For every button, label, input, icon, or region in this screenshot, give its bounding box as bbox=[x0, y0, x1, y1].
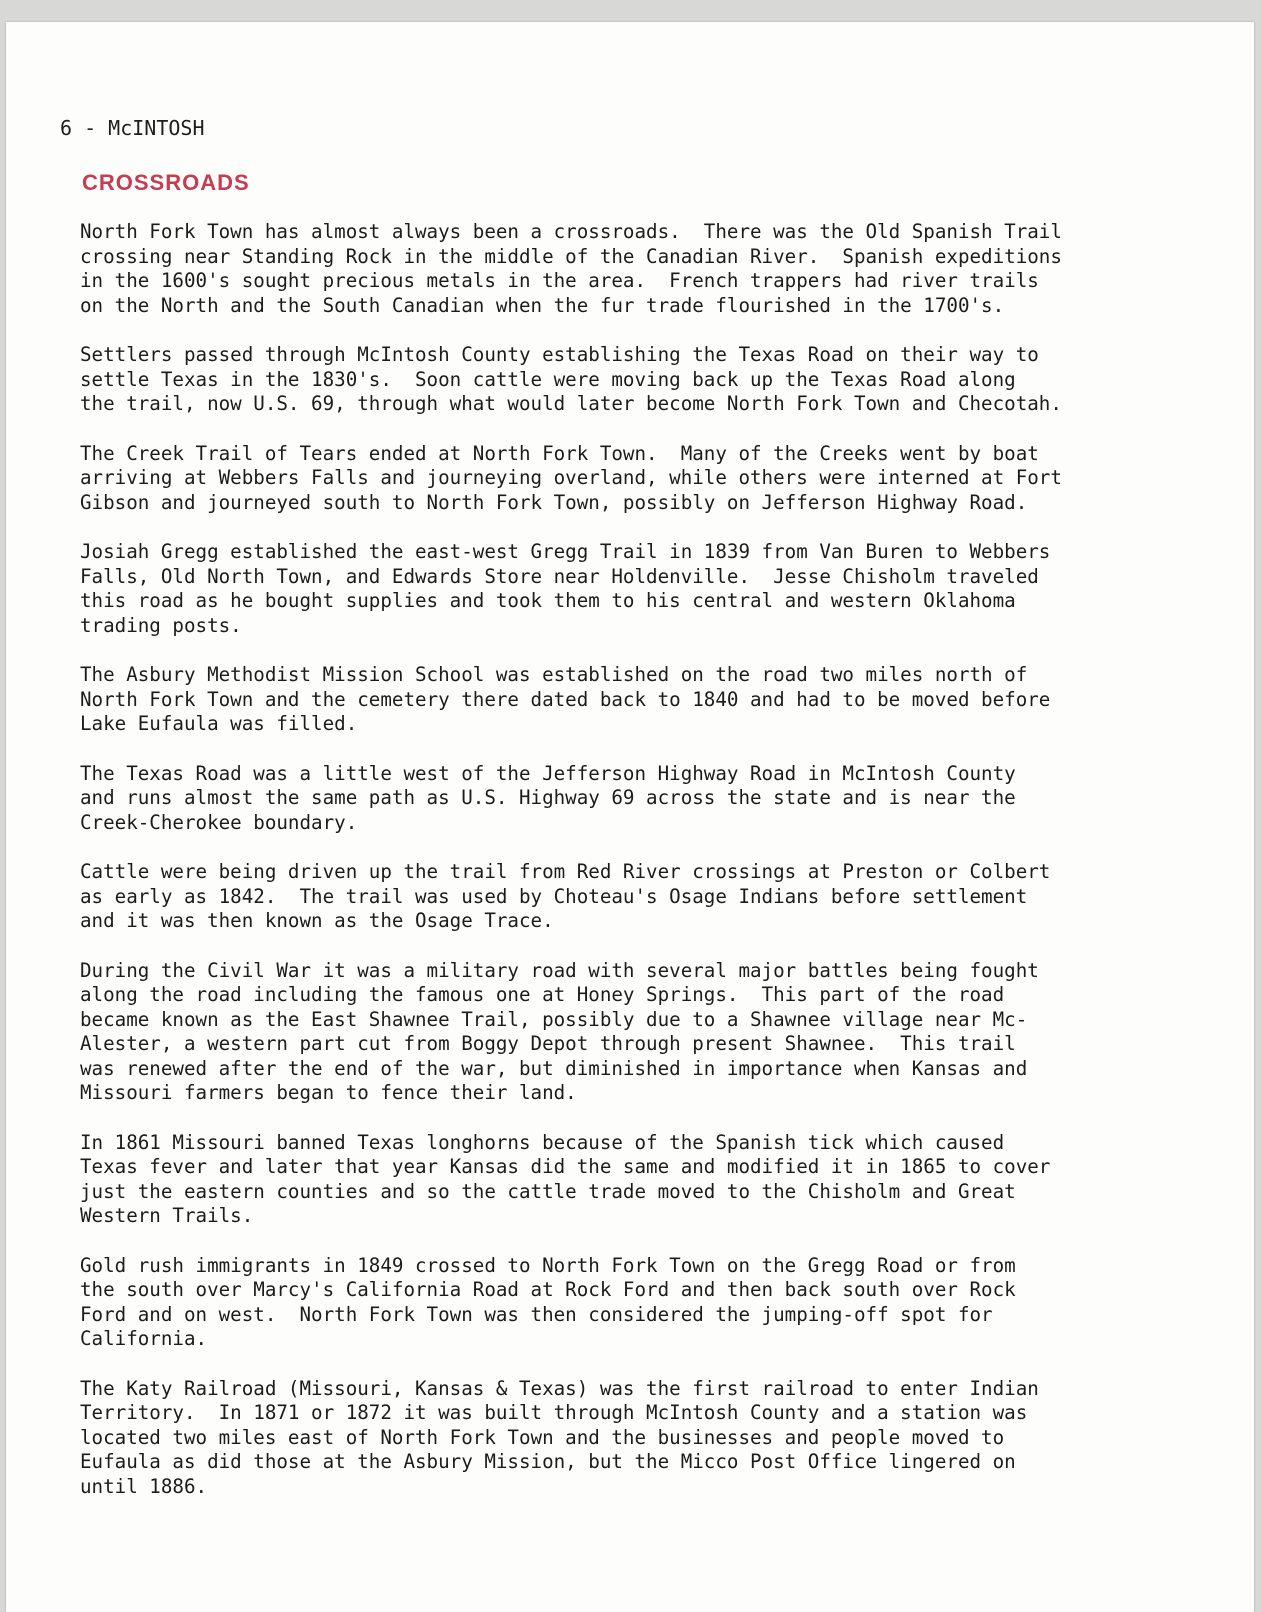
paragraph: Gold rush immigrants in 1849 crossed to North Fork Town on the Gregg Road or from the south over Marcy's California Road at Rock Ford and then back south over Rock Ford and on west. North Fork Town was then considered the jumping-off spot for California. bbox=[80, 1253, 1016, 1350]
paragraph: Cattle were being driven up the trail from Red River crossings at Preston or Colbert as early as 1842. The trail was used by Choteau's Osage Indians before settlement and it was then known as the Osage Trace. bbox=[80, 860, 1051, 932]
paragraph: North Fork Town has almost always been a crossroads. There was the Old Spanish Trail crossing near Standing Rock in the middle of the Canadian River. Spanish expeditions in the 1600's sought precious metals in the area. French trappers had river trails on the North and the South Canadian when the fur trade flourished in the 1700's. bbox=[80, 220, 1062, 317]
paragraph: In 1861 Missouri banned Texas longhorns because of the Spanish tick which caused Texas fever and later that year Kansas did the same and modified it in 1865 to cover just the eastern counties and so the cattle trade moved to the Chisholm and Great Western Trails. bbox=[80, 1130, 1051, 1227]
document-page bbox=[6, 22, 1254, 1612]
body-text bbox=[80, 220, 1180, 1524]
paragraph: The Asbury Methodist Mission School was established on the road two miles north of North Fork Town and the cemetery there dated back to 1840 and had to be moved before Lake Eufaula was filled. bbox=[80, 663, 1051, 735]
section-title: CROSSROADS bbox=[82, 170, 250, 195]
paragraph: During the Civil War it was a military road with several major battles being fought along the road including the famous one at Honey Springs. This part of the road became known as the East Shawnee Trail, possibly due to a Shawnee village near Mc- Alester, a western part cut from Boggy Depot through present Shawnee. This trail was renewed after the end of the war, but diminished in importance when Kansas and Missouri farmers began to fence their land. bbox=[80, 958, 1039, 1104]
paragraph: The Texas Road was a little west of the Jefferson Highway Road in McIntosh County and runs almost the same path as U.S. Highway 69 across the state and is near the Creek-Cherokee boundary. bbox=[80, 761, 1016, 834]
page-header: 6 - McINTOSH bbox=[60, 116, 205, 140]
paragraph: The Katy Railroad (Missouri, Kansas & Texas) was the first railroad to enter Indian Territory. In 1871 or 1872 it was built through McIntosh County and a station was located two miles east of North Fork Town and the businesses and people moved to Eufaula as did those at the Asbury Mission, but the Micco Post Office lingered on until 1886. bbox=[80, 1376, 1039, 1498]
paragraph: Settlers passed through McIntosh County establishing the Texas Road on their way to settle Texas in the 1830's. Soon cattle were moving back up the Texas Road along the trail, now U.S. 69, through what would later become North Fork Town and Checotah. bbox=[80, 343, 1062, 415]
paragraph: Josiah Gregg established the east-west Gregg Trail in 1839 from Van Buren to Webbers Falls, Old North Town, and Edwards Store near Holdenville. Jesse Chisholm traveled this road as he bought supplies and took them to his central and western Oklahoma trading posts. bbox=[80, 540, 1051, 637]
paragraph: The Creek Trail of Tears ended at North Fork Town. Many of the Creeks went by boat arriving at Webbers Falls and journeying overland, while others were interned at Fort Gibson and journeyed south to North Fork Town, possibly on Jefferson Highway Road. bbox=[80, 441, 1062, 514]
